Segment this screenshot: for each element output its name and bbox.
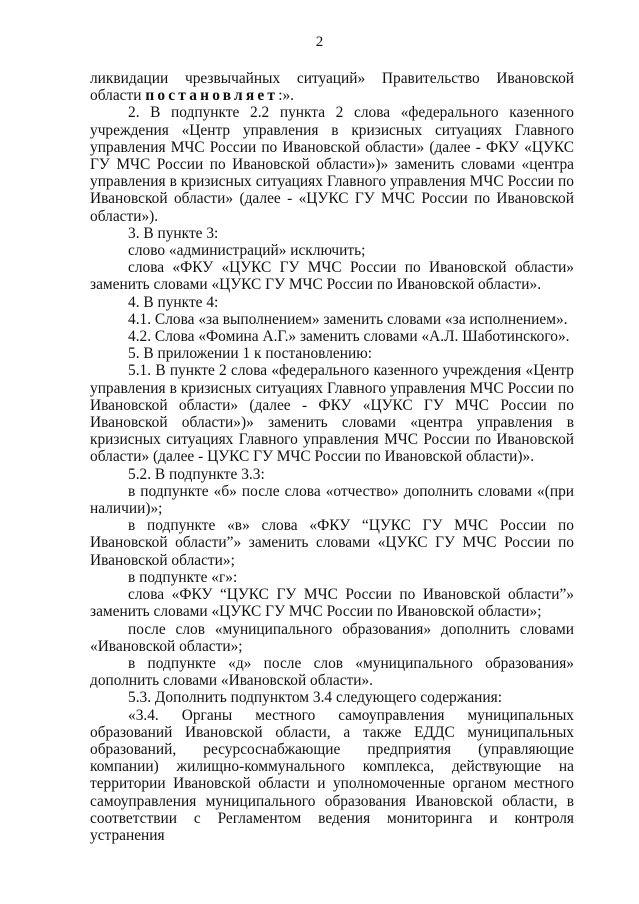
paragraph-item-4: 4. В пункте 4: [128,293,219,311]
paragraph-item-2: 2. В подпункте 2.2 пункта 2 слова «федерального казенного учреждения «Центр управления в кризисных ситуациях Главного управления МЧС России по Ивановской области» (далее - ФКУ «ЦУКС ГУ МЧС России по Ивановской области»)» заменить словами «центра управления в кризисных ситуациях Главного управления МЧС России по Ивановской области» (далее - «ЦУКС ГУ МЧС России по Ивановской области»). [90,104,574,225]
paragraph-item-3: 3. В пункте 3: [128,224,219,242]
paragraph-intro-tail: :». [278,87,295,105]
paragraph-item-3-b: слова «ФКУ «ЦУКС ГУ МЧС России по Ивановской области» заменить словами «ЦУКС ГУ МЧС России по Ивановской области». [90,259,574,294]
resolution-word: постановляет [145,87,279,105]
paragraph-item-5-1: 5.1. В пункте 2 слова «федерального казенного учреждения «Центр управления в кризисных ситуациях Главного управления МЧС России по Ивановской области» (далее - ФКУ «ЦУКС ГУ МЧС России по Ивановской области»)» заменить словами «центра управления в кризисных ситуациях Главного управления МЧС России по Ивановской области» (далее - ЦУКС ГУ МЧС России по Ивановской области)». [90,362,574,466]
paragraph-intro [90,70,574,104]
paragraph-item-3-4: «3.4. Органы местного самоуправления муниципальных образований Ивановской области, а также ЕДДС муниципальных образований, ресурсоснабжающие предприятия (управляющие компании) жилищно-коммунального комплекса, действующие на территории Ивановской области и уполномоченные органом местного самоуправления муниципального образования Ивановской области, в соответствии с Регламентом ведения мониторинга и контроля устранения [90,706,574,844]
paragraph-item-5-2-b: в подпункте «б» после слова «отчество» дополнить словами «(при наличии)»; [90,482,574,518]
document-body [90,70,574,844]
paragraph-item-5-2-g: в подпункте «г»: [128,568,238,586]
paragraph-item-5-2-d: в подпункте «д» после слов «муниципального образования» дополнить словами «Ивановской области». [90,654,574,690]
paragraph-item-5-2-g-after: после слов «муниципального образования» дополнить словами «Ивановской области»; [90,620,574,655]
paragraph-item-4-2: 4.2. Слова «Фомина А.Г.» заменить словами «А.Л. Шаботинского». [128,328,570,346]
paragraph-item-4-1: 4.1. Слова «за выполнением» заменить словами «за исполнением». [128,310,568,328]
paragraph-item-5: 5. В приложении 1 к постановлению: [128,345,372,363]
paragraph-item-5-2: 5.2. В подпункте 3.3: [128,465,265,483]
page-number: 2 [315,34,324,50]
paragraph-item-5-3: 5.3. Дополнить подпунктом 3.4 следующего содержания: [128,689,503,707]
paragraph-intro-text: ликвидации чрезвычайных ситуаций» Правительство Ивановской области [90,70,574,105]
paragraph-item-5-2-g-words: слова «ФКУ “ЦУКС ГУ МЧС России по Ивановской области”» заменить словами «ЦУКС ГУ МЧС России по Ивановской области»; [90,586,574,621]
paragraph-item-5-2-v: в подпункте «в» слова «ФКУ “ЦУКС ГУ МЧС России по Ивановской области”» заменить словами «ЦУКС ГУ МЧС России по Ивановской области»; [90,517,574,569]
paragraph-item-3-a: слово «администраций» исключить; [128,242,366,260]
